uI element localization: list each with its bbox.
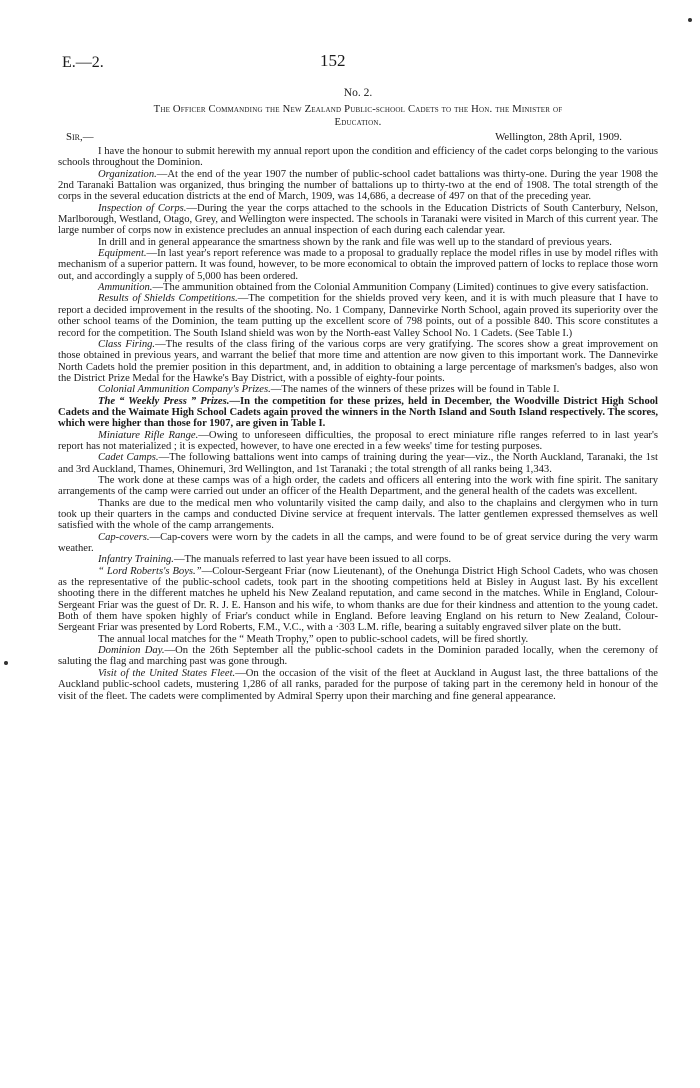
paragraph-text: —The results of the class firing of the various corps are very gratifying. The scores show a great improvement on those obtained in previous years, and warrant the belief that more time and attention are now given to this important work. The Dannevirke North Cadets hold the premier position in this department, and, in addition to obtaining a large percentage of marksmen's badges, also won the District Prize Medal for the Hawke's Bay District, with a possible of eighty-four points.: [58, 338, 658, 384]
paragraph-text: —The manuals referred to last year have been issued to all corps.: [173, 554, 452, 566]
paragraph: [58, 384, 658, 395]
paragraph: [58, 282, 658, 293]
paragraph-text: —On the 26th September all the public-school cadets in the Dominion paraded locally, when the ceremony of saluting the flag and marching past was gone through.: [58, 645, 658, 668]
paragraph-text: —Colour-Sergeant Friar (now Lieutenant), of the Onehunga District High School Cadets, who was chosen as the representative of the public-school cadets, took part in the shooting competitions held at Bisley in August last. By his excellent shooting there in the different matches he upheld his New Zealand reputation, and came second in the matches. While in England, Colour-Sergeant Friar was the guest of Dr. R. J. E. Hanson and his wife, to whom thanks are due for their kindness and attention to the young cadet. Both of them have spoken highly of Friar's conduct while in England. Before leaving England on his return to New Zealand, Colour-Sergeant Friar was presented by Lord Roberts, F.M., V.C., with a ·303 L.M. rifle, bearing a suitably engraved silver plate on the butt.: [58, 565, 658, 634]
paragraph-text: In drill and in general appearance the smartness shown by the rank and file was well up to the standard of previous years.: [98, 236, 612, 248]
paragraph: [58, 475, 658, 498]
paragraph-text: —The names of the winners of these prizes will be found in Table I.: [270, 384, 560, 396]
paragraph-text: —In the competition for these prizes, held in December, the Woodville District High School Cadets and the Waimate High School Cadets again proved the winners in the North Island and South Island respectively. The scores, which were higher than those for 1907, are given in Table I.: [58, 395, 658, 430]
paragraph-text: The work done at these camps was of a high order, the cadets and officers all entering into the work with fine spirit. The sanitary arrangements of the camp were carried out under an officer of the Health Department, and the general health of the cadets was excellent.: [58, 474, 658, 498]
place-date: Wellington, 28th April, 1909.: [495, 131, 622, 143]
paragraph: [58, 566, 658, 634]
paragraph-heading: Visit of the United States Fleet.: [98, 667, 236, 679]
paragraph: [58, 498, 658, 532]
paragraph: [58, 532, 658, 555]
paragraph: [58, 203, 658, 237]
page-mark-left: [4, 661, 8, 665]
letter-body: [58, 146, 658, 702]
paragraph-heading: Dominion Day.: [98, 645, 165, 657]
paragraph-text: —During the year the corps attached to the schools in the Education Districts of South Canterbury, Nelson, Marlborough, Westland, Otago, Grey, and Wellington were inspected. The schools in Taranaki were visited in March of this current year. The large number of corps now in existence precludes an annual inspection of each during each calendar year.: [58, 202, 658, 237]
paragraph-heading: Class Firing.: [98, 338, 156, 350]
paragraph-text: —In last year's report reference was made to a proposal to gradually replace the model rifles in use by model rifles with mechanism of a superior pattern. It was found, however, to be more economical to obtain the improved pattern of locks to replace those worn out, and accordingly a supply of 5,000 has been ordered.: [58, 248, 658, 282]
paragraph: [58, 237, 658, 248]
paragraph-heading: The “ Weekly Press ” Prizes.: [98, 395, 230, 407]
paragraph: [58, 248, 658, 282]
title-line-2: Education.: [334, 116, 382, 128]
paragraph-heading: Colonial Ammunition Company's Prizes.: [98, 384, 271, 396]
paragraph-heading: Equipment.: [98, 248, 147, 260]
paragraph: [58, 554, 658, 565]
paragraph-heading: Cap-covers.: [98, 531, 150, 543]
letter-title: [58, 104, 658, 129]
section-number: No. 2.: [343, 87, 373, 99]
paragraph: [58, 668, 658, 702]
page-number: 152: [320, 51, 346, 70]
paragraph: [58, 169, 658, 203]
paragraph-heading: Results of Shields Competitions.: [98, 293, 238, 305]
paragraph: [58, 146, 658, 169]
paragraph-text: —On the occasion of the visit of the fleet at Auckland in August last, the three battalions of the Auckland public-school cadets, mustering 1,286 of all ranks, paraded for the purpose of taking part in the ceremony held in honour of the visit of the fleet. The cadets were complimented by Admiral Sperry upon their marching and fine general appearance.: [58, 667, 659, 702]
paragraph-heading: Organization.: [98, 168, 157, 180]
paragraph-text: —The ammunition obtained from the Colonial Ammunition Company (Limited) continues to give every satisfaction.: [152, 282, 649, 294]
paragraph-heading: “ Lord Roberts's Boys.”: [98, 565, 202, 577]
document-reference: E.—2.: [62, 54, 104, 71]
salutation: Sir,—: [66, 131, 94, 143]
page-mark-top-right: [688, 18, 692, 22]
paragraph-text: —The following battalions went into camps of training during the year—viz., the North Auckland, Taranaki, the 1st and 3rd Auckland, Thames, Ohinemuri, 3rd Wellington, and 1st Taranaki ; the total strength of all ranks being 1,343.: [58, 452, 659, 475]
paragraph-text: —Owing to unforeseen difficulties, the proposal to erect miniature rifle ranges referred to in last year's report has not materialized ; it is expected, however, to have one erected in a few weeks' time for testing purposes.: [58, 429, 658, 452]
paragraph-heading: Inspection of Corps.: [98, 202, 187, 214]
paragraph-heading: Infantry Training.: [98, 554, 174, 566]
paragraph: [58, 430, 658, 453]
paragraph-text: I have the honour to submit herewith my annual report upon the condition and efficiency of the cadet corps belonging to the various schools throughout the Dominion.: [58, 146, 658, 169]
paragraph-heading: Miniature Rifle Range.: [98, 429, 199, 441]
paragraph-text: Thanks are due to the medical men who voluntarily visited the camp daily, and also to the chaplains and clergymen who in turn took up their quarters in the camps and conducted Divine service at frequent intervals. The latter gentlemen expressed themselves as well satisfied with the whole of the camp arrangements.: [58, 497, 658, 532]
paragraph: [58, 293, 658, 338]
document-page: [58, 0, 658, 1088]
page-header: [58, 48, 658, 72]
paragraph-text: —Cap-covers were worn by the cadets in all the camps, and were found to be of great service during the very warm weather.: [58, 531, 658, 555]
paragraph-heading: Cadet Camps.: [98, 452, 159, 464]
paragraph-text: The annual local matches for the “ Meath Trophy,” open to public-school cadets, will be fired shortly.: [98, 633, 529, 645]
title-line-1: The Officer Commanding the New Zealand Public-school Cadets to the Hon. the Minister of: [153, 104, 563, 115]
paragraph: [58, 396, 658, 430]
paragraph-text: —At the end of the year 1907 the number of public-school cadet battalions was thirty-one. During the year 1908 the 2nd Taranaki Battalion was organized, thus bringing the number of battalions up to thirty-two at the end of 1908. The total strength of the corps in the several education districts at the end of March, 1909, was 14,686, a decrease of 497 on that of the preceding year.: [58, 168, 658, 203]
paragraph: [58, 339, 658, 384]
paragraph: [58, 645, 658, 668]
paragraph: [58, 634, 658, 645]
paragraph-text: —The competition for the shields proved very keen, and it is with much pleasure that I have to report a decided improvement in the results of the shooting. No. 1 Company, Dannevirke North School, again proved its superiority over the other school teams of the Dominion, the team putting up the excellent score of 798 points, out of a possible 840. This score constitutes a record for the competition. The South Island shield was won by the North-east Valley School No. 1 Cadets. (See Table I.): [58, 293, 658, 339]
paragraph-heading: Ammunition.: [98, 282, 153, 294]
paragraph: [58, 452, 658, 475]
